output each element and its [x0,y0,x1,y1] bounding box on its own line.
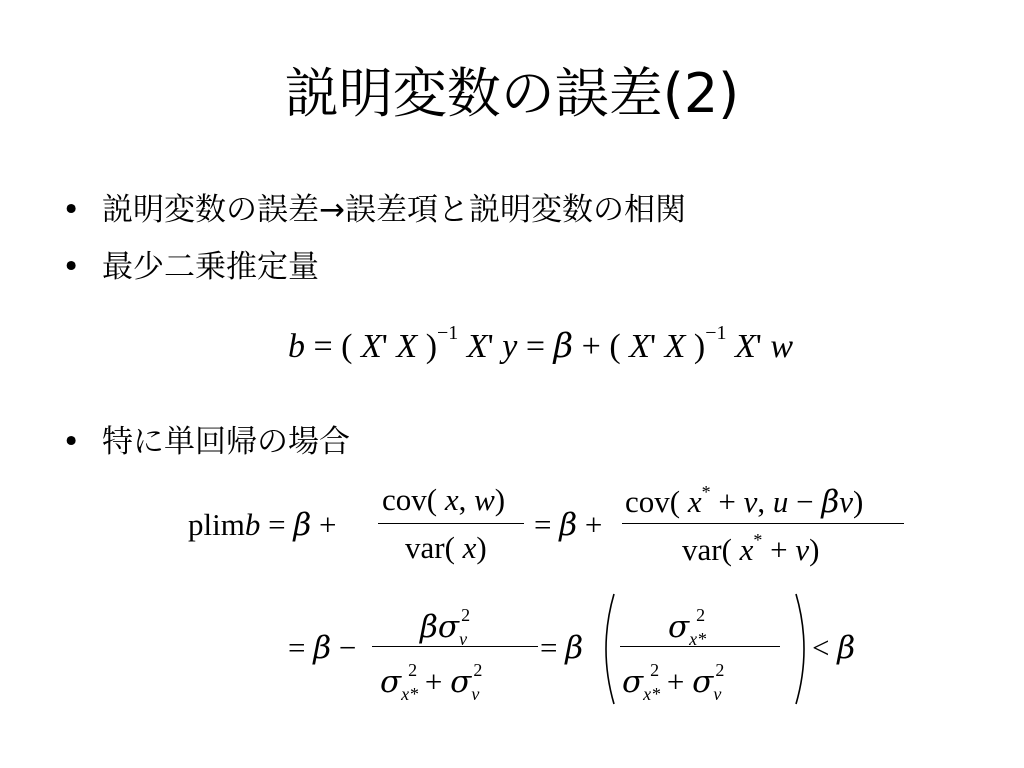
bullet-icon: • [62,192,81,228]
bullet-text: 説明変数の誤差→誤差項と説明変数の相関 [102,192,686,228]
bullet-text: 特に単回帰の場合 [102,424,350,460]
bullet-item [62,190,686,230]
bullet-icon: • [62,249,81,285]
bullet-text: 最少二乗推定量 [102,249,319,285]
bullet-icon: • [62,424,81,460]
ols-equation: b = ( X' X )$^{-1}$ X' y = β + ( X' X )$^{-1}$ X' w [288,322,794,366]
bullet-item [62,422,350,462]
bullet-item [62,247,319,287]
slide-title: 説明変数の誤差(2) [284,62,740,125]
